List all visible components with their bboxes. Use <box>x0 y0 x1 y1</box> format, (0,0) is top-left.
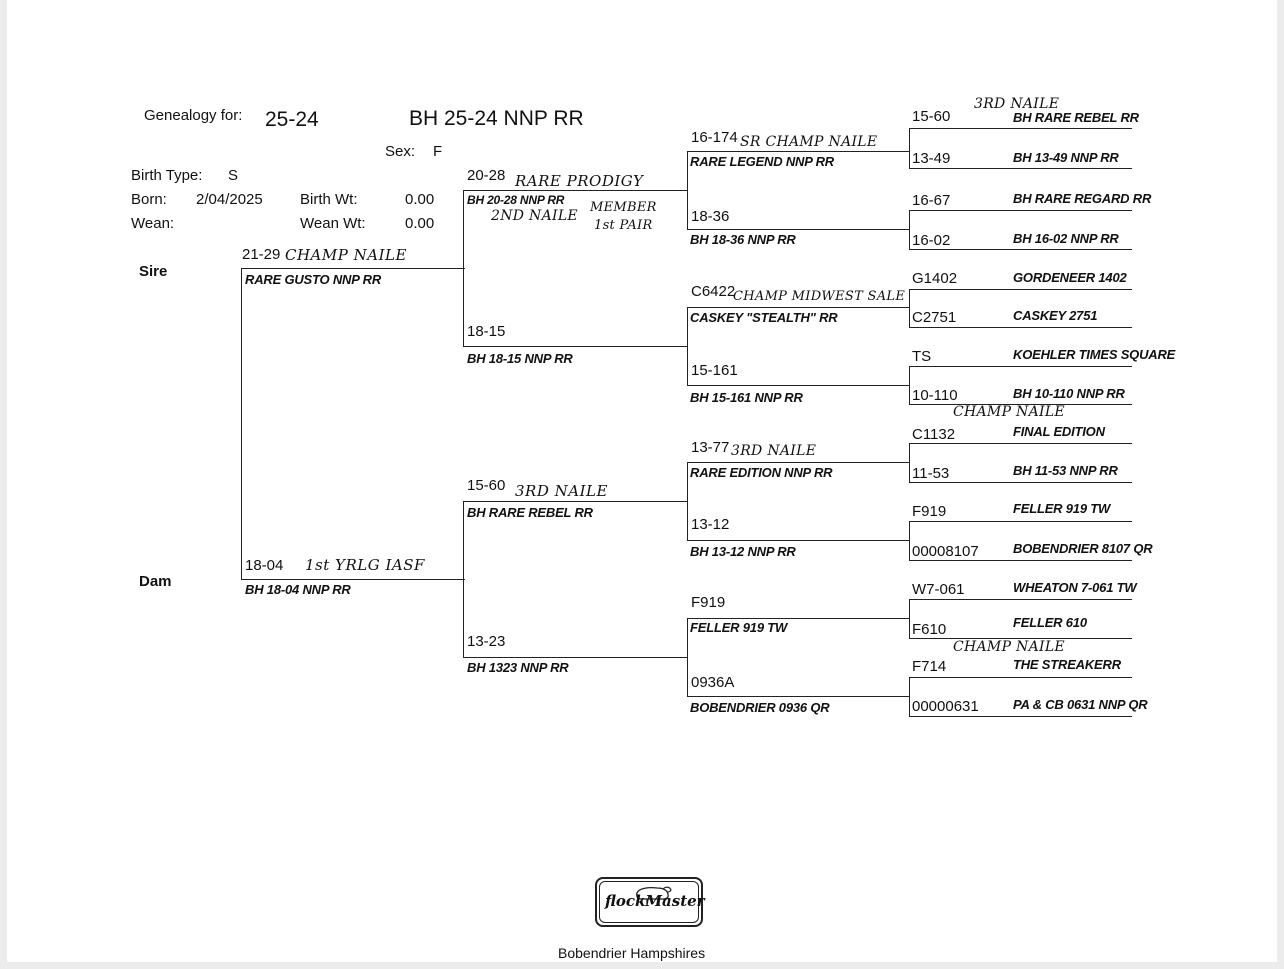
gen2-line-2 <box>463 346 687 347</box>
gen4-connector-5 <box>909 443 910 482</box>
gen2-name-4: BH 1323 NNP RR <box>467 660 569 675</box>
gen4-id-8: 10-110 <box>912 387 958 404</box>
gen4-name-12: BOBENDRIER 8107 QR <box>1013 541 1153 556</box>
animal-id: 25-24 <box>265 108 319 131</box>
gen3-line-5 <box>687 462 909 463</box>
gen3-id-4: 15-161 <box>691 362 738 379</box>
gen3-name-1: RARE LEGEND NNP RR <box>690 154 834 169</box>
birth-type-label: Birth Type: <box>131 167 203 184</box>
gen4-name-6: CASKEY 2751 <box>1013 308 1098 323</box>
gen2-note-1b: 2ND NAILE <box>491 208 578 224</box>
gen3-note-1: SR CHAMP NAILE <box>740 134 878 150</box>
farm-name: Bobendrier Hampshires <box>558 945 706 961</box>
dam-line <box>241 579 465 580</box>
gen4-id-11: F919 <box>912 503 947 520</box>
gen3-id-7: F919 <box>691 594 726 611</box>
gen4-name-11: FELLER 919 TW <box>1013 501 1111 516</box>
gen2-name-2: BH 18-15 NNP RR <box>467 351 573 366</box>
gen4-name-14: FELLER 610 <box>1013 615 1087 630</box>
gen4-id-13: W7-061 <box>912 581 965 598</box>
sire-note: CHAMP NAILE <box>285 246 407 264</box>
gen4-id-15: F714 <box>912 658 947 675</box>
gen2-connector-2 <box>463 501 464 657</box>
gen2-note-1c: MEMBER <box>590 200 657 215</box>
gen2-note-1: RARE PRODIGY <box>515 172 644 190</box>
gen3-line-2 <box>687 229 909 230</box>
gen4-name-5: GORDENEER 1402 <box>1013 270 1127 285</box>
gen2-line-1 <box>463 190 687 191</box>
gen3-note-3: CHAMP MIDWEST SALE <box>733 289 906 304</box>
gen3-id-2: 18-36 <box>691 208 730 225</box>
gen4-connector-2 <box>909 210 910 249</box>
gen3-line-4 <box>687 385 909 386</box>
gen3-name-6: BH 13-12 NNP RR <box>690 544 796 559</box>
gen3-line-8 <box>687 696 909 697</box>
gen4-id-14: F610 <box>912 621 947 638</box>
animal-name: BH 25-24 NNP RR <box>409 107 584 130</box>
gen3-id-1: 16-174 <box>691 129 738 146</box>
sire-label: Sire <box>139 263 168 280</box>
flockmaster-logo <box>595 877 703 927</box>
dam-label: Dam <box>139 573 172 590</box>
gen4-line-13 <box>909 599 1132 600</box>
gen4-id-6: C2751 <box>912 309 957 326</box>
dam-name: BH 18-04 NNP RR <box>245 582 351 597</box>
born-label: Born: <box>131 191 167 208</box>
gen3-line-3 <box>687 307 909 308</box>
gen3-connector-4 <box>687 618 688 696</box>
birth-wt-label: Birth Wt: <box>300 191 358 208</box>
gen4-name-16: PA & CB 0631 NNP QR <box>1013 697 1148 712</box>
gen2-name-3: BH RARE REBEL RR <box>467 505 593 520</box>
gen4-line-5 <box>909 289 1132 290</box>
gen4-id-5: G1402 <box>912 270 958 287</box>
wean-label: Wean: <box>131 215 175 232</box>
gen4-id-4: 16-02 <box>912 232 951 249</box>
gen4-line-12 <box>909 560 1132 561</box>
gen3-id-6: 13-12 <box>691 516 730 533</box>
gen4-connector-4 <box>909 366 910 404</box>
gen4-id-12: 00008107 <box>912 543 979 560</box>
sire-name: RARE GUSTO NNP RR <box>245 272 382 287</box>
gen4-connector-7 <box>909 599 910 638</box>
gen4-id-3: 16-67 <box>912 192 951 209</box>
gen4-line-15 <box>909 677 1132 678</box>
gen3-name-2: BH 18-36 NNP RR <box>690 232 796 247</box>
gen4-line-10 <box>909 482 1132 483</box>
sex-value: F <box>433 143 443 160</box>
gen3-id-3: C6422 <box>691 283 736 300</box>
gen4-name-8: BH 10-110 NNP RR <box>1013 386 1125 401</box>
gen3-connector-2 <box>687 307 688 385</box>
gen2-line-4 <box>463 657 687 658</box>
gen4-connector-1 <box>909 128 910 168</box>
gen4-id-1: 15-60 <box>912 108 951 125</box>
gen2-id-3: 15-60 <box>467 477 506 494</box>
gen4-name-2: BH 13-49 NNP RR <box>1013 150 1119 165</box>
gen4-note-9: CHAMP NAILE <box>953 404 1065 420</box>
gen2-note-3: 3RD NAILE <box>515 482 608 500</box>
gen4-line-11 <box>909 521 1132 522</box>
gen3-id-8: 0936A <box>691 674 735 691</box>
gen2-line-3 <box>463 501 687 502</box>
gen4-id-10: 11-53 <box>912 465 950 482</box>
sex-label: Sex: <box>385 143 416 160</box>
gen3-id-5: 13-77 <box>691 439 730 456</box>
gen4-connector-3 <box>909 289 910 327</box>
gen1-connector <box>241 268 242 579</box>
gen4-line-1 <box>909 128 1132 129</box>
gen4-note-1: 3RD NAILE <box>974 96 1060 112</box>
born-value: 2/04/2025 <box>196 191 263 208</box>
gen4-line-4 <box>909 249 1132 250</box>
sire-line <box>241 268 465 269</box>
pedigree-sheet <box>7 0 1277 962</box>
gen2-name-1: BH 20-28 NNP RR <box>467 193 565 207</box>
gen2-id-2: 18-15 <box>467 323 506 340</box>
gen4-name-13: WHEATON 7-061 TW <box>1013 580 1137 595</box>
gen3-name-5: RARE EDITION NNP RR <box>690 465 833 480</box>
gen4-id-2: 13-49 <box>912 150 951 167</box>
wean-wt-value: 0.00 <box>405 215 435 232</box>
gen4-connector-6 <box>909 521 910 560</box>
gen3-name-4: BH 15-161 NNP RR <box>690 390 803 405</box>
gen3-connector-1 <box>687 151 688 229</box>
gen3-line-1 <box>687 151 909 152</box>
gen4-line-3 <box>909 210 1132 211</box>
gen2-id-1: 20-28 <box>467 167 506 184</box>
gen2-note-1d: 1st PAIR <box>594 218 653 233</box>
sire-id: 21-29 <box>242 246 281 263</box>
gen3-note-5: 3RD NAILE <box>731 443 817 459</box>
gen4-name-3: BH RARE REGARD RR <box>1013 191 1152 206</box>
gen3-line-7 <box>687 618 909 619</box>
logo-text: flockMaster <box>605 892 705 910</box>
gen4-id-16: 00000631 <box>912 698 979 715</box>
wean-wt-label: Wean Wt: <box>300 215 366 232</box>
gen3-name-7: FELLER 919 TW <box>690 620 788 635</box>
gen2-id-4: 13-23 <box>467 633 506 650</box>
gen4-name-7: KOEHLER TIMES SQUARE <box>1013 347 1176 362</box>
gen4-name-10: BH 11-53 NNP RR <box>1013 463 1118 478</box>
gen3-name-3: CASKEY "STEALTH" RR <box>690 310 838 325</box>
gen4-line-16 <box>909 716 1132 717</box>
gen4-connector-8 <box>909 677 910 716</box>
gen4-id-9: C1132 <box>912 426 956 443</box>
birth-wt-value: 0.00 <box>405 191 435 208</box>
gen4-name-9: FINAL EDITION <box>1013 424 1105 439</box>
dam-note: 1st YRLG IASF <box>305 556 425 574</box>
birth-type-value: S <box>228 167 239 184</box>
gen4-line-9 <box>909 443 1132 444</box>
gen4-line-7 <box>909 366 1132 367</box>
gen4-line-2 <box>909 168 1132 169</box>
gen2-connector-1 <box>463 190 464 346</box>
gen3-line-6 <box>687 540 909 541</box>
gen4-name-15: THE STREAKERR <box>1013 657 1121 672</box>
gen4-id-7: TS <box>912 348 932 365</box>
gen3-name-8: BOBENDRIER 0936 QR <box>690 700 830 715</box>
dam-id: 18-04 <box>245 557 284 574</box>
genealogy-label: Genealogy for: <box>144 107 243 124</box>
gen4-name-1: BH RARE REBEL RR <box>1013 110 1139 125</box>
gen4-note-15: CHAMP NAILE <box>953 639 1065 655</box>
gen3-connector-3 <box>687 462 688 540</box>
gen4-line-6 <box>909 327 1132 328</box>
gen4-name-4: BH 16-02 NNP RR <box>1013 231 1119 246</box>
